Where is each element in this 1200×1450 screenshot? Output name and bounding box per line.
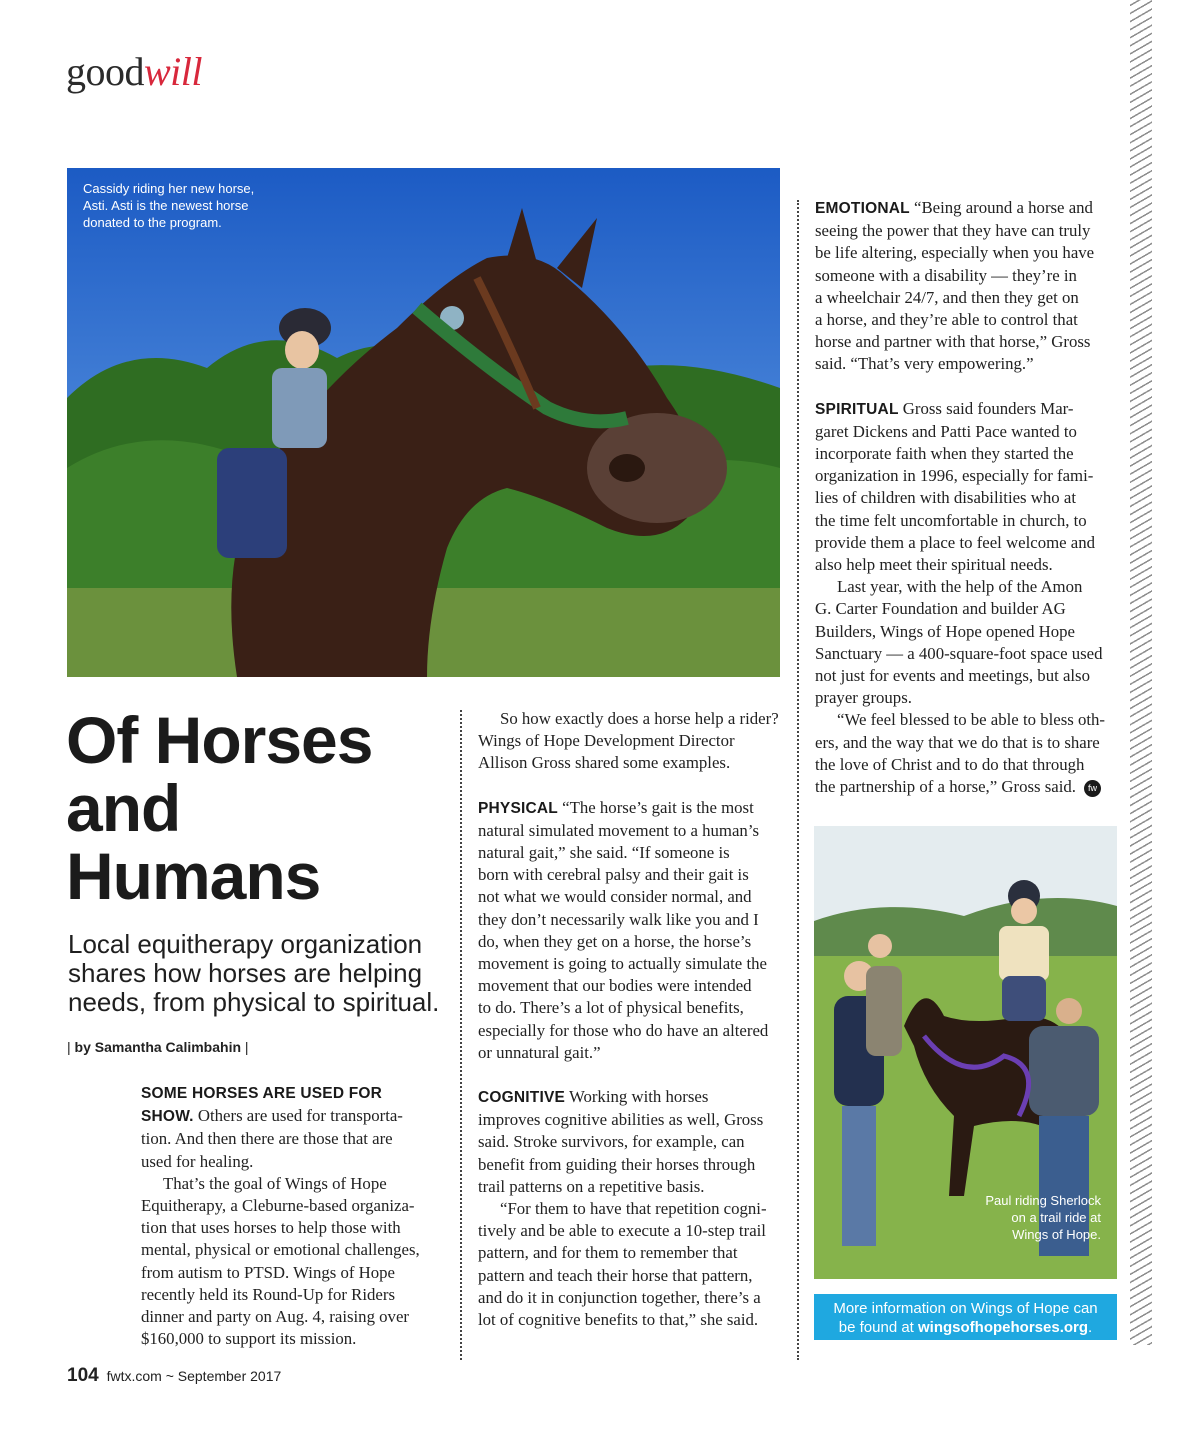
deck-line: shares how horses are helping — [68, 958, 423, 988]
body-text: tion that uses horses to help those with — [141, 1218, 401, 1238]
body-text: especially for those who do have an altered — [478, 1020, 769, 1040]
body-text: ers, and the way that we do that is to share — [815, 732, 1100, 752]
end-mark-icon: fw — [1084, 780, 1101, 797]
body-text: the partnership of a horse,” Gross said. — [815, 777, 1076, 797]
body-text: a wheelchair 24/7, and then they get on — [815, 287, 1079, 307]
body-text: “We feel blessed to be able to bless oth- — [837, 710, 1105, 730]
lede-caps: SOME HORSES ARE USED FOR — [141, 1085, 383, 1102]
body-text: said. “That’s very empowering.” — [815, 354, 1034, 374]
body-text: Gross said founders Mar- — [898, 398, 1074, 418]
headline-line: Humans — [66, 839, 321, 913]
body-text: the love of Christ and to do that through — [815, 754, 1085, 774]
byline-pipe: | — [67, 1039, 71, 1055]
body-text: $160,000 to support its mission. — [141, 1329, 357, 1349]
body-text: horse and partner with that horse,” Gross — [815, 332, 1091, 352]
body-text: Working with horses — [565, 1087, 709, 1107]
website-link[interactable]: wingsofhopehorses.org — [918, 1319, 1089, 1336]
headline — [66, 703, 486, 913]
body-text: or unnatural gait.” — [478, 1042, 601, 1062]
info-line-period: . — [1088, 1319, 1093, 1336]
body-text: a horse, and they’re able to control that — [815, 310, 1078, 330]
subhead-emotional: EMOTIONAL — [815, 200, 910, 217]
byline — [67, 1039, 249, 1055]
body-text: to do. There’s a lot of physical benefits, — [478, 998, 744, 1018]
deck-subtitle — [68, 930, 448, 1017]
deck-line: Local equitherapy organization — [68, 929, 423, 959]
body-text: pattern and teach their horse that pattern, — [478, 1265, 753, 1285]
body-text: Builders, Wings of Hope opened Hope — [815, 621, 1076, 641]
body-text: lot of cognitive benefits to that,” she said. — [478, 1310, 759, 1330]
deck-line: needs, from physical to spiritual. — [68, 987, 440, 1017]
body-text: said. Stroke survivors, for example, can — [478, 1132, 745, 1152]
body-text: tively and be able to execute a 10-step trail — [478, 1221, 766, 1241]
body-text: organization in 1996, especially for fami- — [815, 466, 1094, 486]
body-text: That’s the goal of Wings of Hope — [163, 1173, 387, 1193]
body-text: pattern, and for them to remember that — [478, 1243, 738, 1263]
body-text: “The horse’s gait is the most — [557, 797, 754, 817]
body-text: trail patterns on a repetitive basis. — [478, 1176, 705, 1196]
body-text: do, when they get on a horse, the horse’s — [478, 931, 752, 951]
photo2-caption-line: Paul riding Sherlock — [985, 1193, 1101, 1208]
photo2-caption-line: on a trail ride at — [1011, 1210, 1101, 1225]
body-text: garet Dickens and Patti Pace wanted to — [815, 421, 1077, 441]
body-text: movement that our bodies were intended — [478, 976, 752, 996]
subhead-cognitive: COGNITIVE — [478, 1089, 566, 1107]
body-text: improves cognitive abilities as well, Gross — [478, 1110, 764, 1130]
body-text: not what we would consider normal, and — [478, 887, 752, 907]
body-text: dinner and party on Aug. 4, raising over — [141, 1307, 409, 1327]
photo2-caption — [985, 1192, 1101, 1243]
more-info-box — [814, 1294, 1117, 1340]
body-text: So how exactly does a horse help a rider? — [500, 709, 779, 728]
section-logo-part2: will — [144, 49, 203, 94]
body-text: natural simulated movement to a human’s — [478, 820, 760, 840]
info-line-prefix: be found at — [838, 1319, 919, 1336]
body-text: prayer groups. — [815, 688, 912, 708]
lede-caps: SHOW. — [141, 1108, 194, 1126]
body-text: Allison Gross shared some examples. — [478, 753, 731, 773]
body-text: Others are used for transporta- — [193, 1106, 403, 1126]
section-logo — [66, 49, 203, 94]
body-text: G. Carter Foundation and builder AG — [815, 599, 1066, 619]
section-logo-part1: good — [66, 49, 144, 94]
article-column-1 — [141, 1083, 441, 1350]
photo1-caption-line: Asti. Asti is the newest horse — [83, 198, 249, 213]
body-text: tion. And then there are those that are — [141, 1129, 393, 1149]
photo1-caption-line: donated to the program. — [83, 215, 222, 230]
article-column-2 — [478, 708, 788, 1331]
headline-line: Of Horses — [66, 703, 373, 777]
body-text: also help meet their spiritual needs. — [815, 555, 1053, 575]
body-text: not just for events and meetings, but also — [815, 666, 1090, 686]
page-edge-pattern — [1130, 0, 1152, 1345]
page-number: 104 — [67, 1365, 99, 1386]
byline-author: by Samantha Calimbahin — [74, 1039, 242, 1055]
body-text: provide them a place to feel welcome and — [815, 532, 1096, 552]
body-text: recently held its Round-Up for Riders — [141, 1284, 395, 1304]
info-line: More information on Wings of Hope can — [833, 1300, 1098, 1317]
page-footer — [67, 1365, 281, 1387]
horse-photo-illustration — [67, 168, 780, 677]
body-text: “For them to have that repetition cogni- — [500, 1199, 767, 1219]
body-text: they don’t necessarily walk like you and I — [478, 909, 759, 929]
body-text: incorporate faith when they started the — [815, 444, 1074, 464]
body-text: used for healing. — [141, 1151, 254, 1171]
column-rule — [797, 200, 799, 1360]
photo1-caption-line: Cassidy riding her new horse, — [83, 181, 255, 196]
byline-pipe: | — [244, 1039, 249, 1055]
body-text: and do it in conjunction together, there’s a — [478, 1287, 761, 1307]
headline-line: and — [66, 771, 181, 845]
body-text: Equitherapy, a Cleburne-based organiza- — [141, 1196, 415, 1216]
body-text: the time felt uncomfortable in church, to — [815, 510, 1087, 530]
footer-text: fwtx.com ~ September 2017 — [106, 1368, 282, 1384]
body-text: “Being around a horse and — [909, 198, 1093, 217]
body-text: movement is going to actually simulate the — [478, 954, 767, 974]
body-text: Sanctuary — a 400-square-foot space used — [815, 643, 1103, 663]
body-text: lies of children with disabilities who at — [815, 488, 1076, 508]
article-column-3 — [815, 197, 1125, 798]
photo2-caption-line: Wings of Hope. — [1012, 1227, 1101, 1242]
column-rule — [460, 710, 462, 1360]
body-text: Wings of Hope Development Director — [478, 731, 735, 751]
body-text: from autism to PTSD. Wings of Hope — [141, 1262, 395, 1282]
body-text: natural gait,” she said. “If someone is — [478, 843, 730, 863]
body-text: be life altering, especially when you have — [815, 243, 1095, 263]
subhead-physical: PHYSICAL — [478, 799, 558, 817]
photo1-caption — [83, 180, 254, 231]
body-text: Last year, with the help of the Amon — [837, 577, 1083, 597]
horse-photo — [67, 168, 780, 677]
body-text: mental, physical or emotional challenges, — [141, 1240, 420, 1260]
body-text: born with cerebral palsy and their gait is — [478, 865, 749, 885]
trail-ride-photo — [814, 826, 1117, 1279]
subhead-spiritual: SPIRITUAL — [815, 400, 899, 418]
body-text: benefit from guiding their horses through — [478, 1154, 756, 1174]
body-text: someone with a disability — they’re in — [815, 265, 1077, 285]
body-text: seeing the power that they have can truly — [815, 221, 1091, 241]
